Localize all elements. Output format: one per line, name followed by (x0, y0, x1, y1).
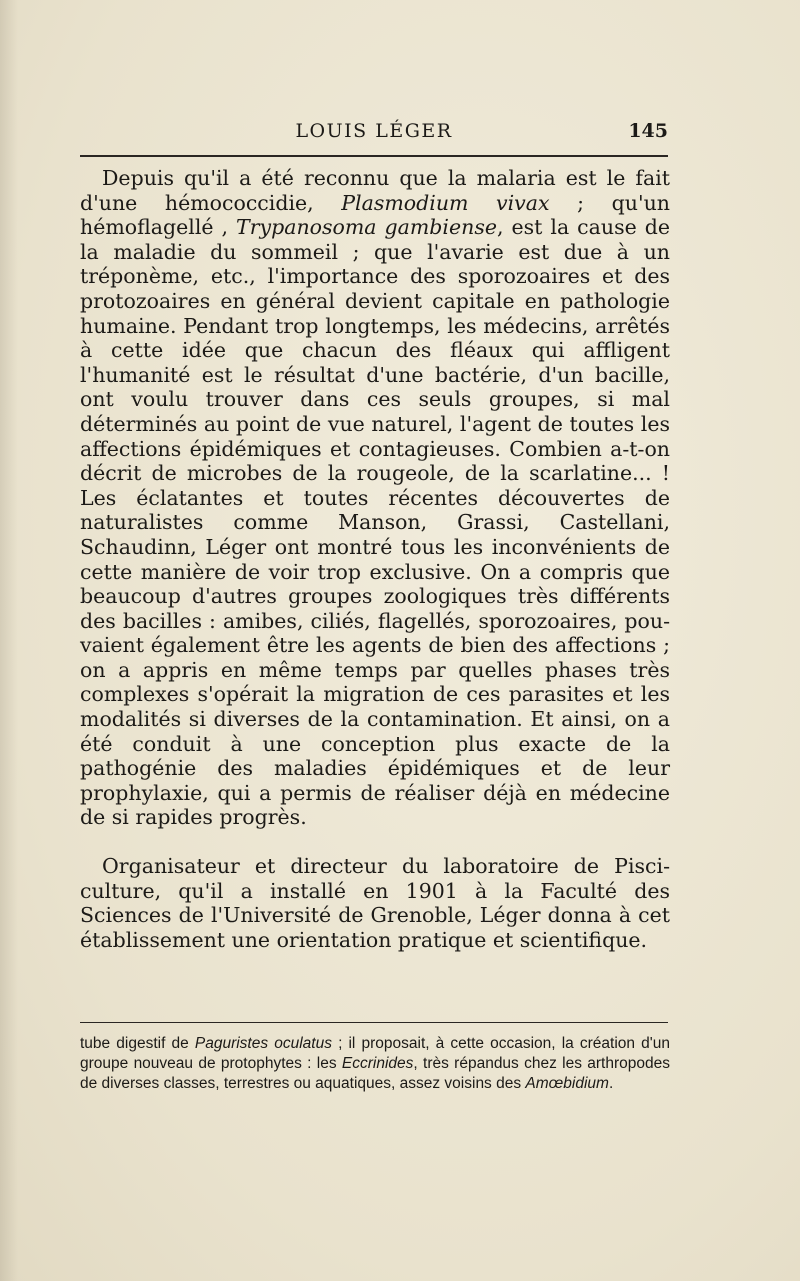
text-segment: Depuis qu'il a été reconnu que la malaria est le fait d'une hémococcidie, (80, 166, 670, 215)
paragraph-pisciculture (80, 854, 670, 952)
footnote-rule (80, 1022, 668, 1023)
main-text (80, 166, 670, 952)
text-segment: ; il proposait, à cette occasion, la création d'un groupe nouveau de protophytes : les (80, 1035, 670, 1072)
italic-term: Plasmodium vivax (341, 190, 550, 215)
header-rule (80, 155, 668, 157)
text-segment: ; qu'un hémoflagellé , (80, 190, 671, 240)
text-segment: tube digestif de (80, 1035, 195, 1052)
running-header (80, 118, 668, 148)
running-title: LOUIS LÉGER (295, 120, 453, 142)
italic-term: Paguristes oculatus (194, 1035, 332, 1052)
page-number: 145 (628, 120, 668, 142)
italic-term: Eccrinides (341, 1055, 414, 1072)
text-segment: . (608, 1075, 614, 1092)
italic-term: Amœbidium (525, 1075, 609, 1092)
text-segment: Organisateur et directeur du laboratoire de Pisciculture, qu'il a installé en 1901 à la Faculté des Sciences de l'Université de Grenoble, Léger donna à cet établissement une orientation pratique et scientifique. (80, 854, 670, 952)
text-segment: , très répandus chez les arthropodes de diverses classes, terrestres ou aquatiques, assez voisins des (80, 1055, 670, 1092)
italic-term: Trypanosoma gambiense (236, 215, 497, 240)
footnote (80, 1034, 670, 1094)
text-segment: , est la cause de la maladie du sommeil ; que l'avarie est due à un tréponème, etc., l'importance des sporozoaires et des protozoaires en général devient capitale en pathologie humaine. Pendant trop longtemps, les médecins, arrêtés à cette idée que chacun des fléaux qui affligent l'humanité est le résultat d'une bactérie, d'un bacille, ont voulu trouver dans ces seuls groupes, si mal déterminés au point de vue naturel, l'agent de toutes les affections épidémiques et contagieuses. Combien a-t-on décrit de microbes de la rougeole, de la scarlatine... ! Les éclatantes et toutes récentes découvertes de naturalistes comme Manson, Grassi, Castellani, Schaudinn, Léger ont montré tous les inconvénients de cette manière de voir trop exclusive. On a compris que beaucoup d'autres groupes zoologiques très différents des bacilles : amibes, ciliés, flagellés, sporozoaires, pouvaient également être les agents de bien des affections ; on a appris en même temps par quelles phases très complexes s'opérait la migration de ces parasites et les modalités si diverses de la contamination. Et ainsi, on a été conduit à une conception plus exacte de la pathogénie des maladies épidémiques et de leur prophylaxie, qui a permis de réaliser déjà en médecine de si rapides progrès. (80, 215, 671, 830)
paragraph-malaria (80, 166, 670, 830)
